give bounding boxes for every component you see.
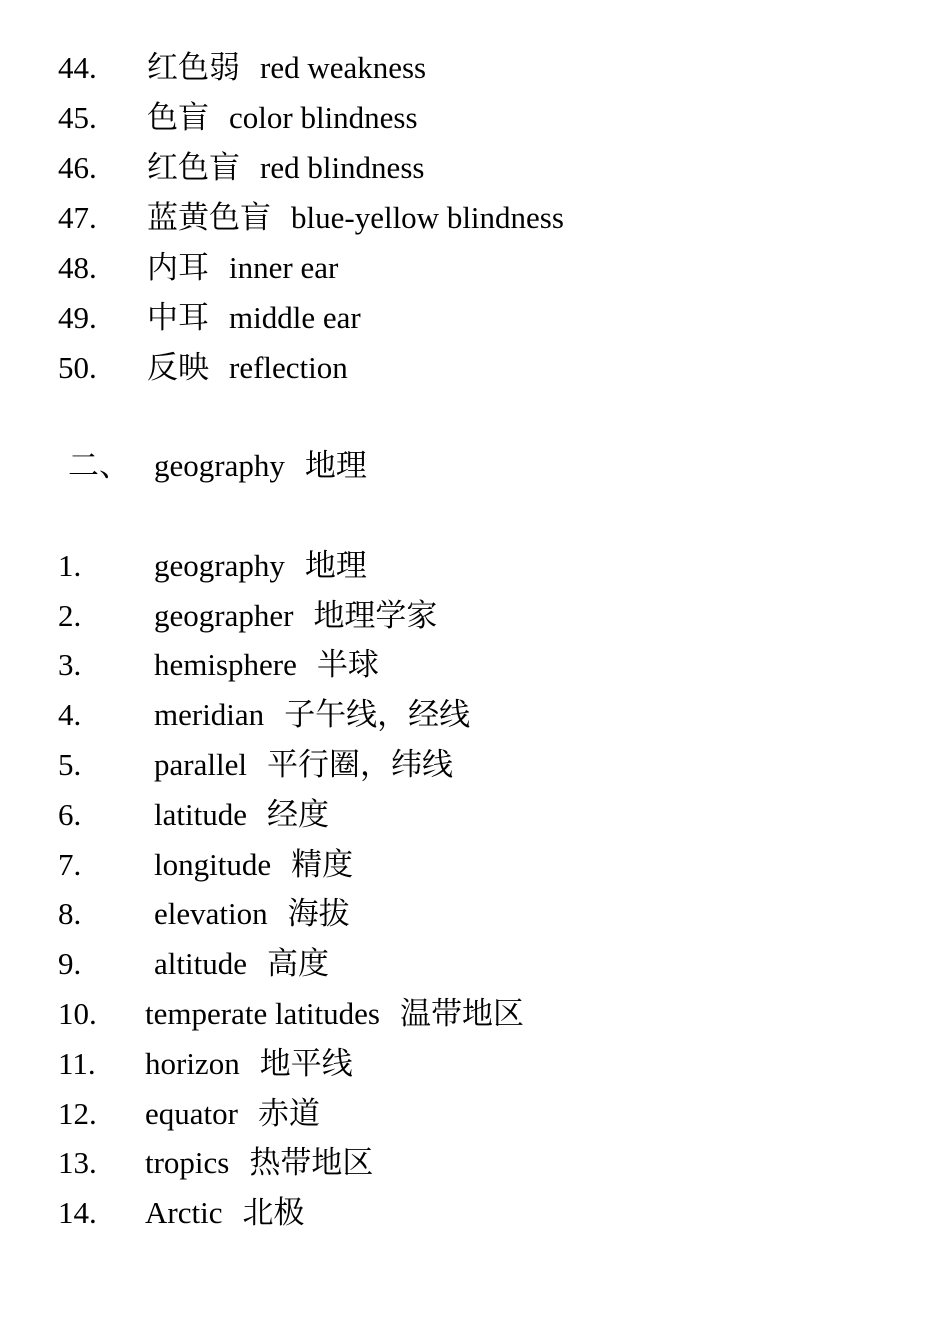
chinese-term: 地理 [304,548,367,583]
chinese-term: 内耳 [147,250,209,285]
list-item [58,743,453,787]
english-term: temperate latitudes [145,996,380,1031]
list-item [58,46,426,90]
english-term: geography [154,548,285,583]
english-term: inner ear [229,250,339,285]
english-term: horizon [145,1046,240,1081]
chinese-term: 赤道 [257,1096,320,1131]
list-item [58,544,367,588]
chinese-term: 蓝黄色盲 [147,200,271,235]
list-item [58,146,424,190]
english-term: elevation [154,896,268,931]
chinese-term: 海拔 [287,896,350,931]
english-term: red blindness [260,150,425,185]
item-number: 11. [58,1046,96,1081]
item-number: 49. [58,300,97,335]
item-number: 8. [58,896,82,931]
chinese-term: 中耳 [147,300,209,335]
list-item [58,246,338,290]
english-term: color blindness [229,100,418,135]
english-term: blue-yellow blindness [291,200,564,235]
english-term: geographer [154,598,294,633]
chinese-term: 温带地区 [399,996,524,1031]
item-number: 48. [58,250,97,285]
english-term: meridian [154,697,265,732]
section-heading [68,444,367,488]
chinese-term: 平行圈，纬线 [266,747,453,782]
list-item [58,296,361,340]
chinese-term: 反映 [147,350,209,385]
item-number: 2. [58,598,82,633]
section-number: 二、 [68,448,130,483]
chinese-term: 子午线，经线 [284,697,471,732]
item-number: 3. [58,647,82,682]
item-number: 9. [58,946,82,981]
chinese-term: 精度 [291,847,354,882]
chinese-term: 热带地区 [249,1145,374,1180]
list-item [58,594,437,638]
english-term: red weakness [260,50,427,85]
chinese-term: 地理学家 [313,598,438,633]
list-item [58,693,470,737]
item-number: 12. [58,1096,97,1131]
chinese-term: 经度 [266,797,329,832]
list-item [58,892,350,936]
list-item [58,643,379,687]
chinese-term: 高度 [266,946,329,981]
english-term: latitude [154,797,247,832]
item-number: 50. [58,350,97,385]
english-term: Arctic [145,1195,223,1230]
english-term: equator [145,1096,238,1131]
english-term: middle ear [229,300,361,335]
english-term: parallel [154,747,247,782]
section-title-chinese: 地理 [304,448,367,483]
item-number: 1. [58,548,82,583]
item-number: 6. [58,797,82,832]
item-number: 10. [58,996,97,1031]
list-item [58,843,353,887]
section-title-english: geography [154,448,285,483]
item-number: 7. [58,847,82,882]
list-item [58,1141,373,1185]
chinese-term: 红色弱 [147,50,240,85]
english-term: longitude [154,847,272,882]
chinese-term: 半球 [316,647,379,682]
list-item [58,346,348,390]
english-term: altitude [154,946,247,981]
chinese-term: 地平线 [259,1046,353,1081]
chinese-term: 北极 [242,1195,305,1230]
chinese-term: 红色盲 [147,150,240,185]
list-item [58,1092,320,1136]
item-number: 44. [58,50,97,85]
list-item [58,992,524,1036]
english-term: tropics [145,1145,230,1180]
list-item [58,1191,304,1235]
list-item [58,196,564,240]
item-number: 47. [58,200,97,235]
item-number: 5. [58,747,82,782]
english-term: hemisphere [154,647,297,682]
list-item [58,1042,353,1086]
item-number: 13. [58,1145,97,1180]
list-item [58,793,329,837]
english-term: reflection [229,350,348,385]
item-number: 45. [58,100,97,135]
item-number: 14. [58,1195,97,1230]
item-number: 4. [58,697,82,732]
list-item [58,96,418,140]
item-number: 46. [58,150,97,185]
chinese-term: 色盲 [147,100,209,135]
list-item [58,942,329,986]
